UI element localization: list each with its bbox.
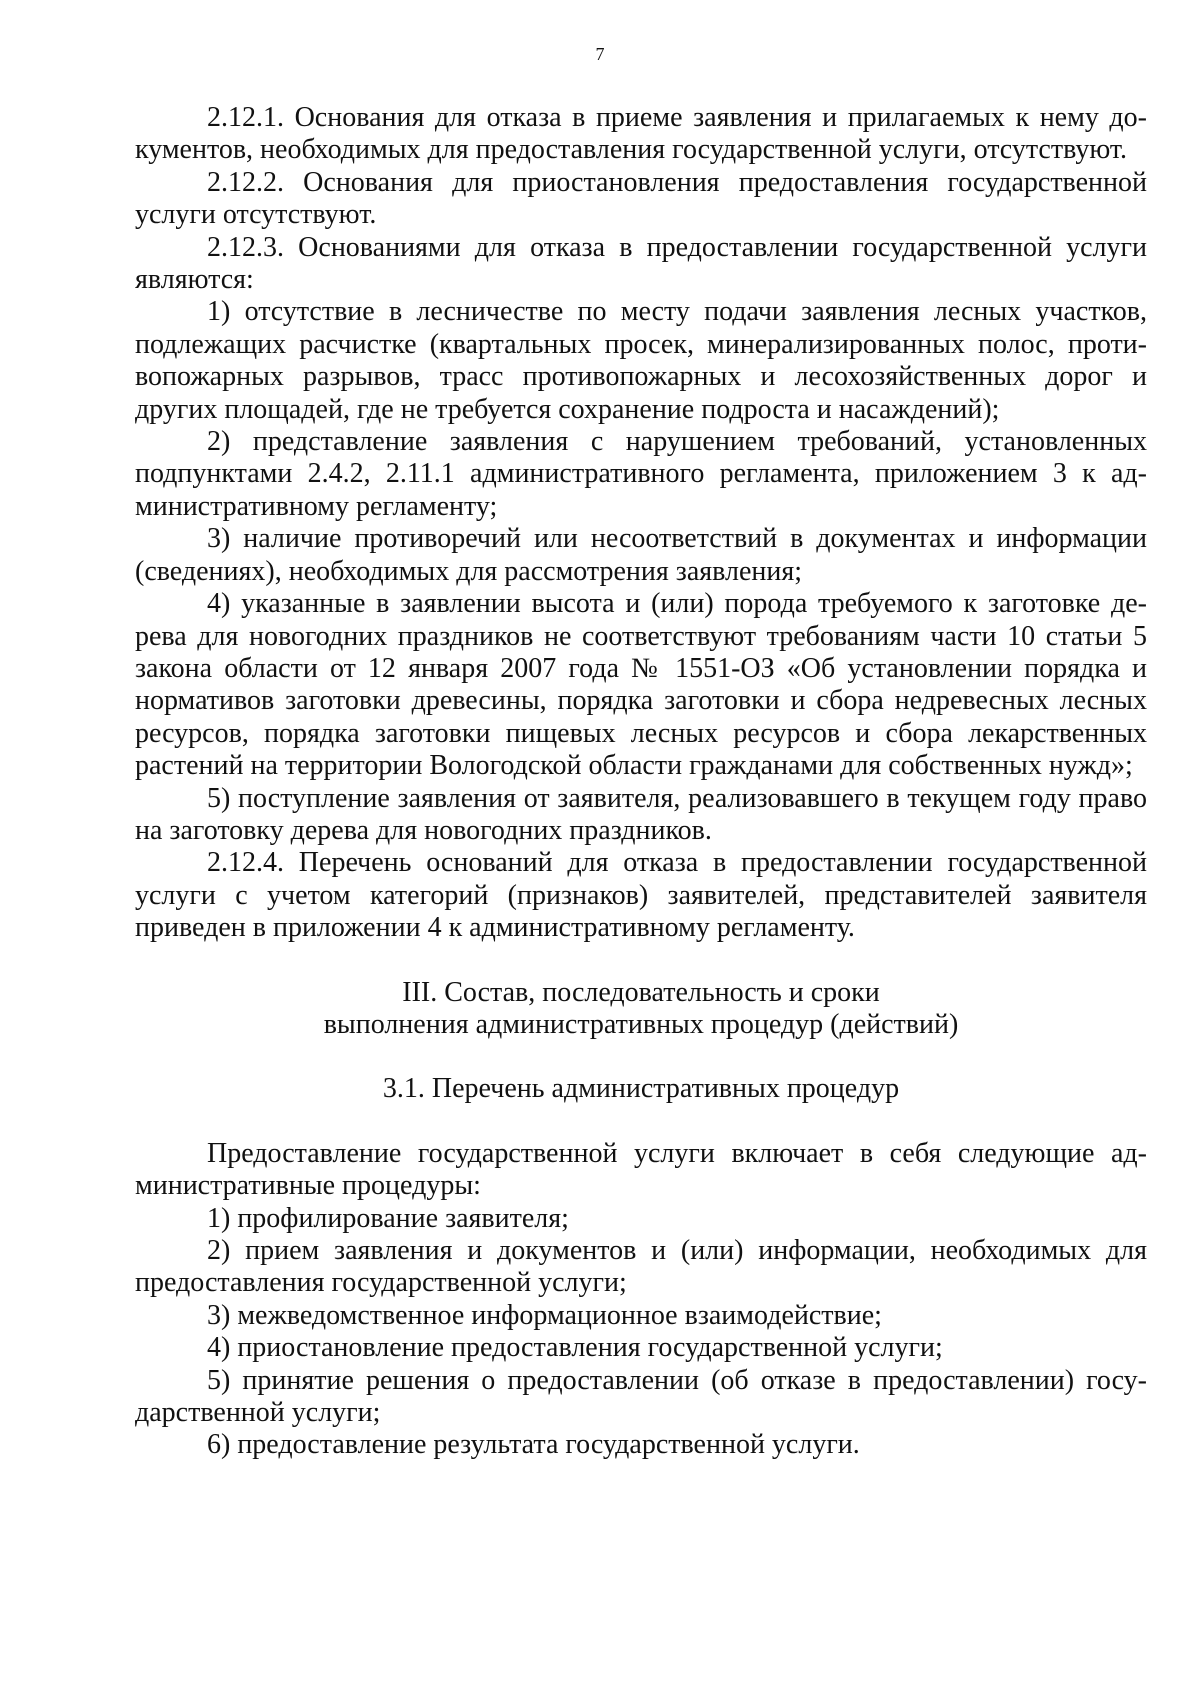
paragraph-2-12-2: 2.12.2. Основания для приостановления предоставления государственной услуги отсутствуют. — [135, 166, 1147, 231]
procedure-item: 1) профилирование заявителя; — [207, 1202, 569, 1234]
subsection-heading: 3.1. Перечень административных процедур — [382, 1073, 900, 1105]
procedure-item: 5) принятие решения о предоставлении (об отказе в предоставлении) государственной услуги; — [135, 1364, 1147, 1429]
document-body — [135, 102, 1147, 1462]
refusal-ground-5: 5) поступление заявления от заявителя, реализовавшего в текущем году право на заготовку дерева для новогодних праздников. — [135, 782, 1147, 846]
refusal-ground-4: 4) указанные в заявлении высота и (или) порода требуемого к заготовке дерева для новогодних праздников не соответствуют требованиям части 10 статьи 5 закона области от 12 января 2007 года № 1551-ОЗ «Об установлении порядка и нормативов заготовки древесины, порядка заготовки и сбора недревесных лесных ресурсов, порядка заготовки пищевых лесных ресурсов и сбора лекарственных растений на территории Вологодской области гражданами для собственных нужд»; — [135, 588, 1147, 782]
refusal-ground-3: 3) наличие противоречий или несоответствий в документах и информации (сведениях), необходимых для рассмотрения заявления; — [135, 523, 1147, 587]
page-number: 7 — [595, 44, 605, 64]
procedure-item: 3) межведомственное информационное взаимодействие; — [207, 1299, 882, 1331]
refusal-ground-2: 2) представление заявления с нарушением требований, установленных подпунктами 2.4.2, 2.11.1 административного регламента, приложением 3 к административному регламенту; — [135, 426, 1147, 522]
procedure-item: 6) предоставление результата государственной услуги. — [207, 1429, 860, 1461]
procedure-item: 2) прием заявления и документов и (или) информации, необходимых для предоставления государственной услуги; — [135, 1235, 1147, 1299]
procedures-intro: Предоставление государственной услуги включает в себя следующие административные процедуры: — [135, 1137, 1147, 1202]
paragraph-2-12-1: 2.12.1. Основания для отказа в приеме заявления и прилагаемых к нему документов, необходимых для предоставления государственной услуги, отсутствуют. — [135, 102, 1147, 166]
paragraph-2-12-4: 2.12.4. Перечень оснований для отказа в предоставлении государственной услуги с учетом категорий (признаков) заявителей, представителей заявителя приведен в приложении 4 к административному регламенту. — [135, 847, 1147, 944]
section-heading-line-2: выполнения административных процедур (действий) — [323, 1008, 959, 1040]
section-heading-line-1: III. Состав, последовательность и сроки — [402, 976, 880, 1008]
refusal-ground-1: 1) отсутствие в лесничестве по месту подачи заявления лесных участков, подлежащих расчистке (квартальных просек, минерализированных полос, противопожарных разрывов, трасс противопожарных и лесохозяйственных дорог и других площадей, где не требуется сохранение подроста и насаждений); — [135, 296, 1147, 425]
paragraph-2-12-3: 2.12.3. Основаниями для отказа в предоставлении государственной услуги являются: — [135, 231, 1147, 296]
procedure-item: 4) приостановление предоставления государственной услуги; — [207, 1332, 943, 1364]
